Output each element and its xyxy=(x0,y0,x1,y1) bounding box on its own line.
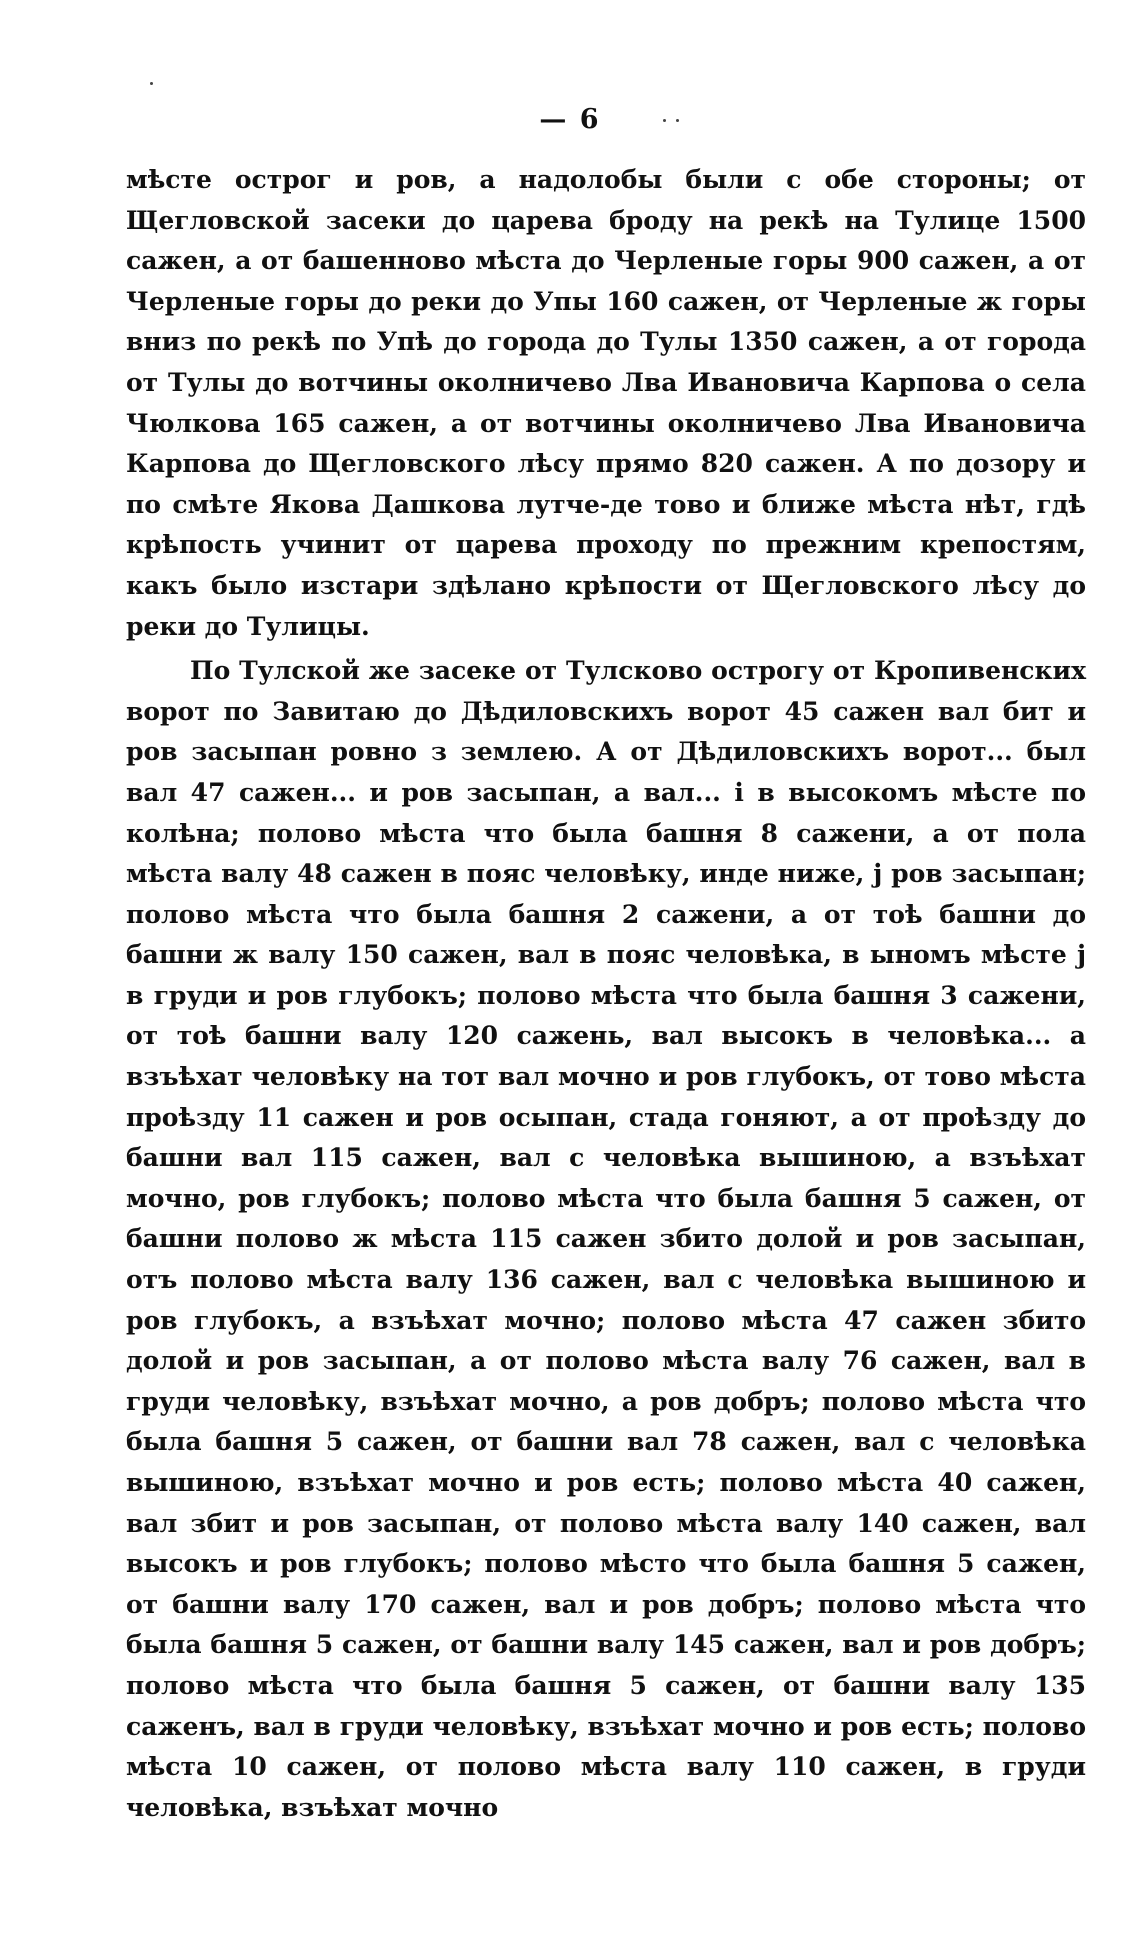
scan-speck xyxy=(150,82,153,85)
page-number: — 6 xyxy=(539,104,601,135)
body-text xyxy=(126,160,1086,1828)
scan-speck xyxy=(676,119,679,122)
paragraph-1: мѣсте острог и ров, а надолобы были с обе стороны; от Щегловской засеки до царева броду на рекѣ на Тулице 1500 сажен, а от башенново мѣста до Черленые горы 900 сажен, а от Черленые горы до реки до Упы 160 сажен, от Черленые ж горы вниз по рекѣ по Упѣ до города до Тулы 1350 сажен, а от города от Тулы до вотчины околничево Лва Ивановича Карпова о села Чюлкова 165 сажен, а от вотчины околничево Лва Ивановича Карпова до Щегловского лѣсу прямо 820 сажен. А по дозору и по смѣте Якова Дашкова лутче-де тово и ближе мѣста нѣт, гдѣ крѣпость учинит от царева проходу по прежним крепостям, какъ было изстари здѣлано крѣпости от Щегловского лѣсу до реки до Тулицы. xyxy=(126,165,1086,641)
paragraph-2: По Тулской же засеке от Тулсково острогу от Кропивенских ворот по Завитаю до Дѣдиловскихъ ворот 45 сажен вал бит и ров засыпан ровно з землею. А от Дѣдиловскихъ ворот... был вал 47 сажен... и ров засыпан, а вал... і в высокомъ мѣсте по колѣна; полово мѣста что была башня 8 сажени, а от пола мѣста валу 48 сажен в пояс человѣку, инде ниже, ј ров засыпан; полово мѣста что была башня 2 сажени, а от тоѣ башни до башни ж валу 150 сажен, вал в пояс человѣка, в ыномъ мѣсте ј в груди и ров глубокъ; полово мѣста что была башня 3 сажени, от тоѣ башни валу 120 сажень, вал высокъ в человѣка... а взъѣхат человѣку на тот вал мочно и ров глубокъ, от тово мѣста проѣзду 11 сажен и ров осыпан, стада гоняют, а от проѣзду до башни вал 115 сажен, вал с человѣка вышиною, а взъѣхат мочно, ров глубокъ; полово мѣста что была башня 5 сажен, от башни полово ж мѣста 115 сажен збито долой и ров засыпан, отъ полово мѣста валу 136 сажен, вал с человѣка вышиною и ров глубокъ, а взъѣхат мочно; полово мѣста 47 сажен збито долой и ров засыпан, а от полово мѣста валу 76 сажен, вал в груди человѣку, взъѣхат мочно, а ров добръ; полово мѣста что была башня 5 сажен, от башни вал 78 сажен, вал с человѣка вышиною, взъѣхат мочно и ров есть; полово мѣста 40 сажен, вал збит и ров засыпан, от полово мѣста валу 140 сажен, вал высокъ и ров глубокъ; полово мѣсто что была башня 5 сажен, от башни валу 170 сажен, вал и ров добръ; полово мѣста что была башня 5 сажен, от башни валу 145 сажен, вал и ров добръ; полово мѣста что была башня 5 сажен, от башни валу 135 саженъ, вал в груди человѣку, взъѣхат мочно и ров есть; полово мѣста 10 сажен, от полово мѣста валу 110 сажен, в груди человѣка, взъѣхат мочно xyxy=(126,656,1086,1822)
scan-speck xyxy=(663,119,666,122)
